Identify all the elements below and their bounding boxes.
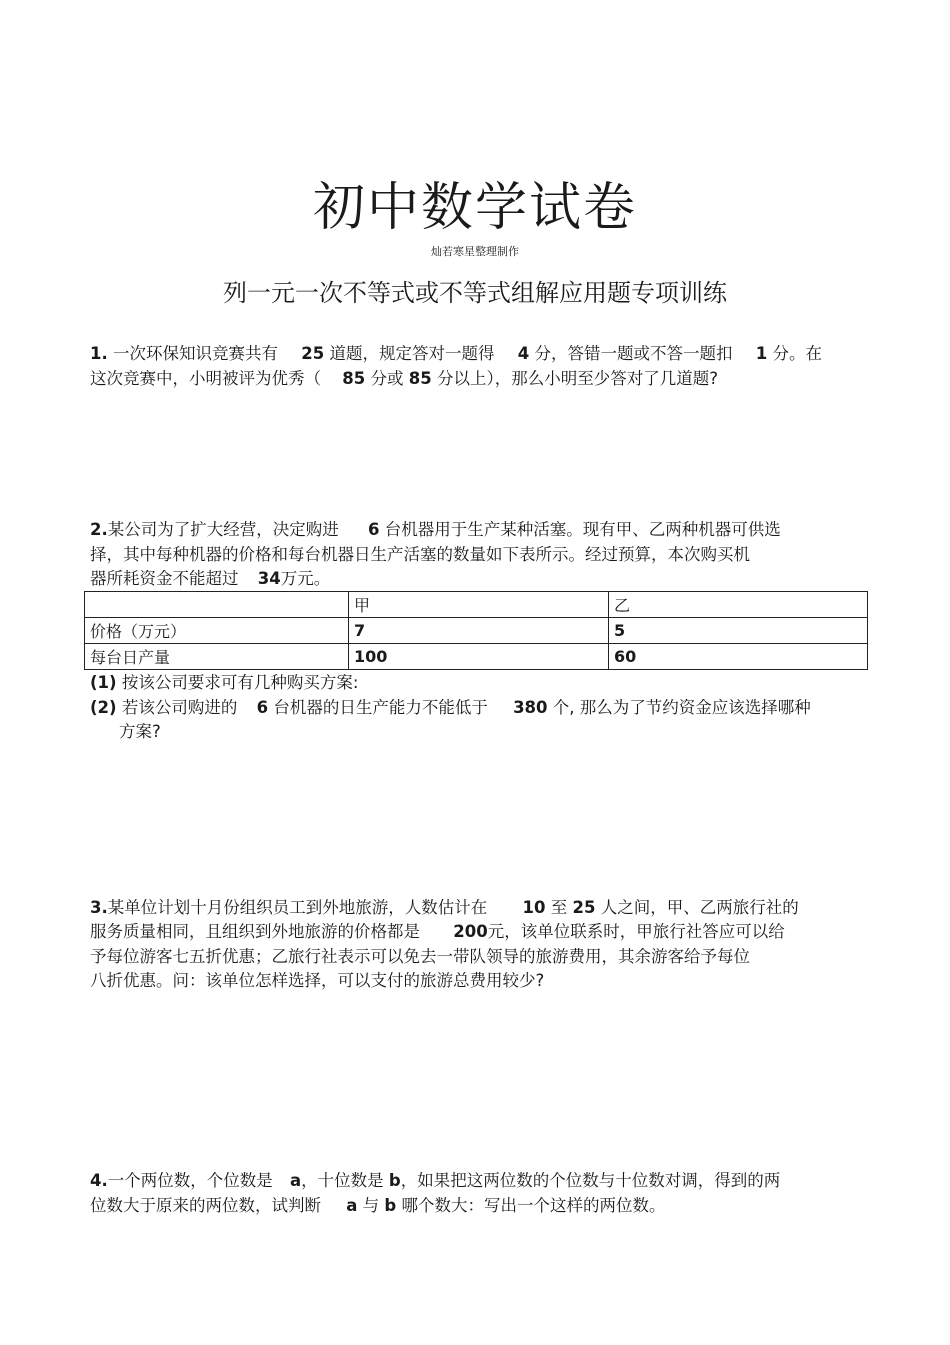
text: 至 xyxy=(550,898,568,917)
part-label: (2) xyxy=(90,698,117,717)
question-2-line-3 xyxy=(90,567,330,591)
question-2-part-2-cont: 方案? xyxy=(119,722,161,741)
text: ，十位数是 xyxy=(301,1171,384,1190)
table-cell: 100 xyxy=(349,644,609,670)
machine-table xyxy=(84,591,868,670)
page-subtitle: 列一元一次不等式或不等式组解应用题专项训练 xyxy=(223,279,727,307)
question-4-line-2 xyxy=(90,1194,665,1218)
table-header-row xyxy=(85,592,868,618)
question-3-line-4: 八折优惠。问：该单位怎样选择，可以支付的旅游总费用较少? xyxy=(90,971,545,990)
part-label: (1) xyxy=(90,673,117,692)
table-header-jia: 甲 xyxy=(349,592,609,618)
variable: b xyxy=(388,1171,401,1190)
row-label: 价格（万元） xyxy=(85,618,349,644)
table-row xyxy=(85,644,868,670)
text: 台机器的日生产能力不能低于 xyxy=(273,698,488,717)
text: 一个两位数，个位数是 xyxy=(107,1171,273,1190)
page-title: 初中数学试卷 xyxy=(312,178,637,238)
table-cell: 7 xyxy=(349,618,609,644)
number: 25 xyxy=(572,898,596,917)
text: 个, 那么为了节约资金应该选择哪种 xyxy=(552,698,811,717)
question-number: 3. xyxy=(90,898,108,917)
number: 25 xyxy=(301,344,325,363)
question-1-line-1 xyxy=(90,342,822,366)
question-4-line-1 xyxy=(90,1169,780,1193)
variable: a xyxy=(290,1171,302,1190)
table-cell xyxy=(85,592,349,618)
variable: a xyxy=(346,1196,358,1215)
text: 与 xyxy=(362,1196,380,1215)
text: 这次竞赛中，小明被评为优秀（ xyxy=(90,369,321,388)
text: 一次环保知识竞赛共有 xyxy=(113,344,278,363)
table-cell: 5 xyxy=(609,618,868,644)
text: 某公司为了扩大经营，决定购进 xyxy=(107,520,339,539)
question-2-line-2: 择，其中每种机器的价格和每台机器日生产活塞的数量如下表所示。经过预算，本次购买机 xyxy=(90,545,750,564)
question-1-line-2 xyxy=(90,367,718,391)
question-2-part-2 xyxy=(90,696,811,720)
text: 哪个数大：写出一个这样的两位数。 xyxy=(401,1196,666,1215)
text: 服务质量相同，且组织到外地旅游的价格都是 xyxy=(90,922,420,941)
text: 分，答错一题或不答一题扣 xyxy=(534,344,733,363)
number: 34 xyxy=(257,569,281,588)
text: 按该公司要求可有几种购买方案: xyxy=(121,673,359,692)
text: 若该公司购进的 xyxy=(121,698,238,717)
text: 位数大于原来的两位数，试判断 xyxy=(90,1196,321,1215)
number: 85 xyxy=(408,369,432,388)
number: 6 xyxy=(368,520,380,539)
question-number: 1. xyxy=(90,344,108,363)
table-row xyxy=(85,618,868,644)
number: 10 xyxy=(522,898,546,917)
question-3-line-3: 予每位游客七五折优惠；乙旅行社表示可以免去一带队领导的旅游费用，其余游客给予每位 xyxy=(90,947,750,966)
question-number: 4. xyxy=(90,1171,108,1190)
number: 6 xyxy=(256,698,269,717)
table-header-yi: 乙 xyxy=(609,592,868,618)
number: 85 xyxy=(342,369,366,388)
maker-credit: 灿若寒星整理制作 xyxy=(431,245,519,258)
text: 分。在 xyxy=(772,344,822,363)
question-number: 2. xyxy=(90,520,108,539)
row-label: 每台日产量 xyxy=(85,644,349,670)
text: 分或 xyxy=(370,369,404,388)
number: 380 xyxy=(513,698,548,717)
text: 器所耗资金不能超过 xyxy=(90,569,239,588)
text: 台机器用于生产某种活塞。现有甲、乙两种机器可供选 xyxy=(384,520,781,539)
table-cell: 60 xyxy=(609,644,868,670)
question-2-line-1 xyxy=(90,518,781,542)
text: 某单位计划十月份组织员工到外地旅游，人数估计在 xyxy=(107,898,488,917)
number: 1 xyxy=(755,344,768,363)
text: 万元。 xyxy=(280,569,331,588)
number: 200 xyxy=(453,922,488,941)
text: 人之间，甲、乙两旅行社的 xyxy=(600,898,799,917)
question-3-line-1 xyxy=(90,896,799,920)
text: ，如果把这两位数的个位数与十位数对调，得到的两 xyxy=(400,1171,781,1190)
variable: b xyxy=(384,1196,397,1215)
text: 分以上），那么小明至少答对了几道题? xyxy=(436,369,718,388)
question-3-line-2 xyxy=(90,920,785,944)
text: 道题，规定答对一题得 xyxy=(329,344,495,363)
text: 元，该单位联系时，甲旅行社答应可以给 xyxy=(487,922,785,941)
number: 4 xyxy=(517,344,530,363)
question-2-part-1 xyxy=(90,671,358,695)
